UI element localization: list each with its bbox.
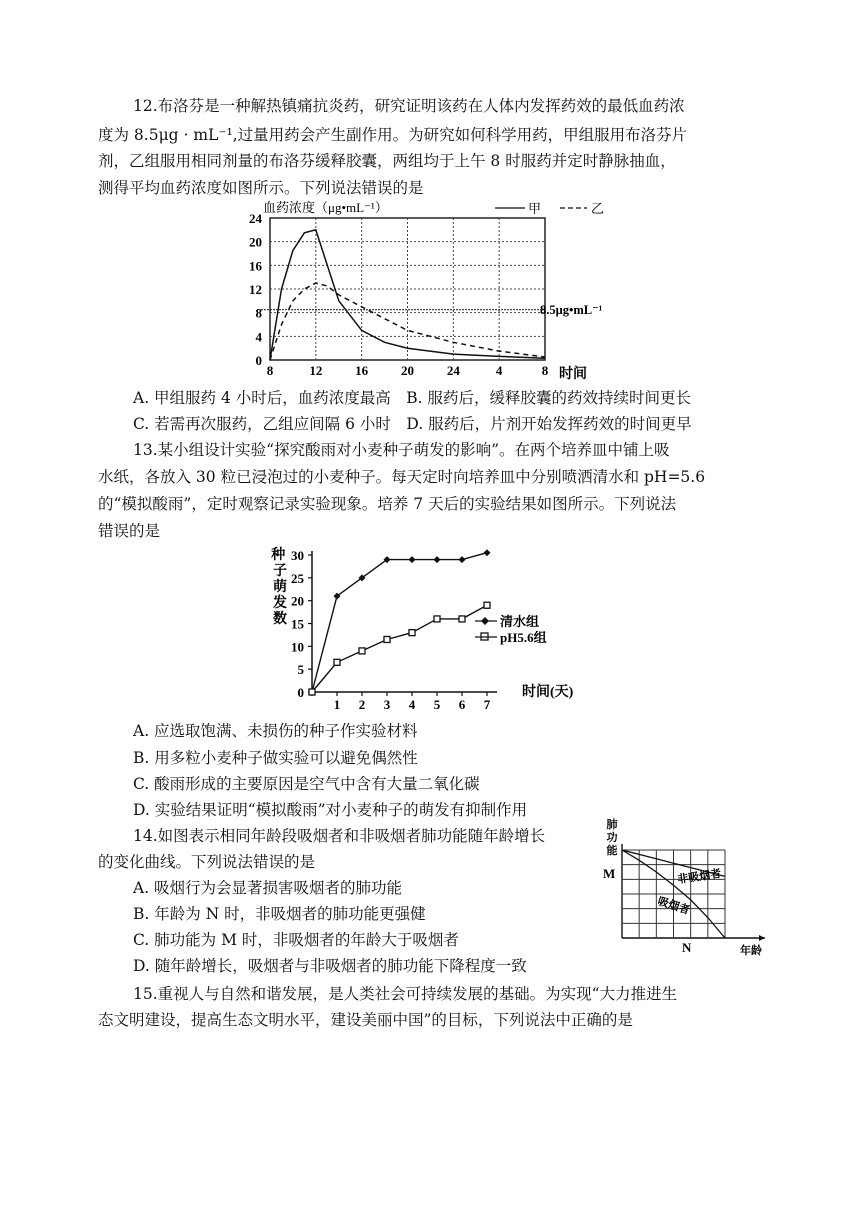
q13-x-tick-label: 2 [358, 697, 366, 712]
q12-grid [270, 218, 545, 360]
q13-x-axis-label: 时间(天) [522, 685, 574, 700]
q13-acid-point [359, 648, 365, 654]
q12-line-3: 剂，乙组服用相同剂量的布洛芬缓释胶囊，两组均于上午 8 时服药并定时静脉抽血， [98, 152, 676, 170]
q14-m-marker: M [603, 866, 616, 881]
q12-x-tick-label: 12 [309, 363, 323, 378]
q12-x-axis-label: 时间 [559, 367, 587, 382]
q12-blood-concentration-chart [225, 198, 630, 384]
q13-acid-point [384, 636, 390, 642]
q13-option-b: B. 用多粒小麦种子做实验可以避免偶然性 [133, 749, 418, 767]
q13-option-d: D. 实验结果证明“模拟酸雨”对小麦种子的萌发有抑制作用 [133, 801, 528, 819]
q13-y-axis-label: 种 子萌发数 [271, 548, 287, 627]
q13-y-tick-label: 0 [297, 685, 304, 700]
q13-option-c: C. 酸雨形成的主要原因是空气中含有大量二氧化碳 [133, 775, 480, 793]
q12-x-tick-label: 16 [355, 363, 369, 378]
q14-line-1: 14.如图表示相同年龄段吸烟者和非吸烟者肺功能随年龄增长 [133, 827, 546, 845]
q14-lung-function-chart [600, 819, 780, 966]
q13-line-4: 错误的是 [98, 522, 161, 540]
q12-x-tick-label: 4 [495, 363, 503, 378]
q12-y-tick-label: 24 [249, 211, 262, 226]
q13-legend-water: 清水组 [500, 614, 540, 629]
q15-line-1: 15.重视人与自然和谐发展，是人类社会可持续发展的基础。为实现“大力推进生 [133, 985, 678, 1003]
q12-y-tick-label: 20 [249, 234, 262, 250]
q14-nonsmoker-label: 非吸烟者 [676, 867, 722, 886]
q14-option-a: A. 吸烟行为会显著损害吸烟者的肺功能 [133, 879, 403, 897]
q13-y-tick-label: 15 [291, 616, 304, 632]
q12-y-tick-label: 4 [255, 329, 262, 345]
q13-x-tick-label: 4 [408, 697, 416, 712]
q13-acid-point [409, 630, 415, 636]
q12-line-4: 测得平均血药浓度如图所示。下列说法错误的是 [98, 179, 424, 197]
q13-water-point [434, 556, 441, 563]
q12-option-line-2: C. 若需再次服药，乙组应间隔 6 小时 D. 服药后，片剂开始发挥药效的时间更早 [133, 415, 692, 433]
q14-line-2: 的变化曲线。下列说法错误的是 [98, 853, 316, 871]
q12-x-tick-label: 8 [541, 363, 549, 378]
q13-line-1: 13.某小组设计实验“探究酸雨对小麦种子萌发的影响”。在两个培养皿中铺上吸 [133, 441, 670, 459]
q13-y-tick-label: 30 [291, 548, 304, 563]
q13-y-tick-label: 25 [291, 570, 304, 586]
q14-option-c: C. 肺功能为 M 时，非吸烟者的年龄大于吸烟者 [133, 931, 459, 949]
q12-threshold-label: 8.5μg•mL⁻¹ [540, 303, 603, 317]
q13-y-tick-label: 20 [291, 593, 304, 609]
q12-y-tick-label: 16 [249, 258, 262, 274]
q13-acid-point [484, 602, 490, 608]
q12-legend-jia: 甲 [528, 201, 542, 216]
q14-x-arrow [759, 935, 765, 941]
q13-y-tick-label: 10 [291, 639, 304, 655]
q14-n-marker: N [682, 940, 692, 955]
q12-y-tick-label: 12 [249, 282, 262, 297]
q14-y-axis-label: 肺功能 [606, 819, 618, 857]
q14-smoker-label: 吸烟者 [656, 895, 692, 918]
q12-line-1: 12.布洛芬是一种解热镇痛抗炎药，研究证明该药在人体内发挥药效的最低血药浓 [133, 97, 685, 115]
q13-markers [309, 549, 491, 695]
q13-acid-point [459, 616, 465, 622]
q12-y-tick-label: 0 [255, 353, 262, 368]
q13-line-3: 的“模拟酸雨”，定时观察记录实验现象。培养 7 天后的实验结果如图所示。下列说法 [98, 495, 677, 513]
q13-legend-acid: pH5.6组 [500, 630, 547, 645]
q12-y-axis-label: 血药浓度（μg•mL⁻¹） [263, 200, 388, 215]
q12-legend-yi: 乙 [591, 201, 605, 216]
q13-axes [291, 548, 497, 712]
q13-line-2: 水纸，各放入 30 粒已浸泡过的小麦种子。每天定时向培养皿中分别喷洒清水和 pH=5.6 [98, 468, 706, 486]
q13-x-tick-label: 5 [433, 697, 441, 712]
q13-water-point [484, 549, 491, 556]
q13-water-point [459, 556, 466, 563]
q13-acid-point [334, 659, 340, 665]
q13-x-tick-label: 6 [458, 697, 466, 712]
q12-option-line-1: A. 甲组服药 4 小时后，血药浓度最高 B. 服药后，缓释胶囊的药效持续时间更长 [133, 389, 692, 407]
q14-option-b: B. 年龄为 N 时，非吸烟者的肺功能更强健 [133, 905, 426, 923]
q15-line-2: 态文明建设，提高生态文明水平，建设美丽中国”的目标，下列说法中正确的是 [98, 1011, 633, 1029]
q12-x-tick-label: 24 [446, 363, 460, 378]
q13-acid-point [434, 616, 440, 622]
q12-line-2: 度为 8.5μg · mL⁻¹,过量用药会产生副作用。为研究如何科学用药，甲组服用布洛芬片 [98, 126, 688, 144]
q12-ticks [249, 211, 549, 378]
q13-x-tick-label: 3 [383, 697, 391, 712]
q14-x-axis-label: 年龄 [740, 945, 762, 957]
q14-option-d: D. 随年龄增长，吸烟者与非吸烟者的肺功能下降程度一致 [133, 957, 527, 975]
q13-x-tick-label: 1 [333, 697, 341, 712]
q13-acid-point [309, 689, 315, 695]
q12-x-tick-label: 8 [266, 363, 274, 378]
q14-grid [622, 844, 765, 941]
q13-water-point [409, 556, 416, 563]
q13-x-tick-label: 7 [483, 697, 491, 712]
q13-y-tick-label: 5 [297, 662, 304, 678]
q13-option-a: A. 应选取饱满、未损伤的种子作实验材料 [133, 722, 418, 740]
q12-y-tick-label: 8 [255, 305, 262, 321]
q12-x-tick-label: 20 [401, 363, 414, 378]
q13-germination-chart [260, 545, 610, 710]
